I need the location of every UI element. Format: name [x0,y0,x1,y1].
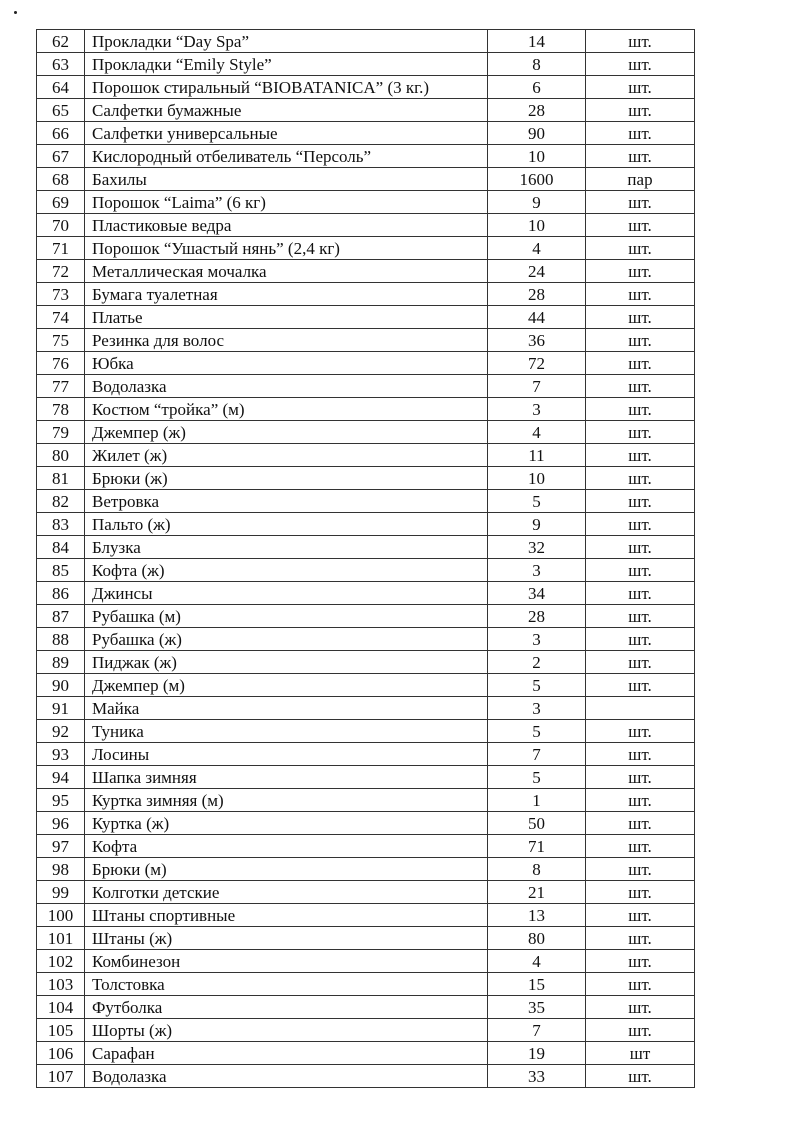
item-name-cell: Кислородный отбеливатель “Персоль” [85,145,488,168]
item-name-cell: Порошок стиральный “BIOBATANICA” (3 кг.) [85,76,488,99]
inventory-table [36,29,695,1088]
quantity-cell: 44 [488,306,586,329]
item-name-cell: Толстовка [85,973,488,996]
item-name-cell: Шапка зимняя [85,766,488,789]
unit-cell: шт. [586,858,695,881]
table-row [37,743,695,766]
row-number-cell: 62 [37,30,85,53]
row-number-cell: 95 [37,789,85,812]
row-number-cell: 96 [37,812,85,835]
table-row [37,789,695,812]
row-number-cell: 70 [37,214,85,237]
item-name-cell: Куртка (ж) [85,812,488,835]
quantity-cell: 3 [488,628,586,651]
quantity-cell: 28 [488,283,586,306]
unit-cell [586,697,695,720]
unit-cell: шт. [586,651,695,674]
table-row [37,490,695,513]
item-name-cell: Бумага туалетная [85,283,488,306]
table-row [37,260,695,283]
unit-cell: шт. [586,214,695,237]
item-name-cell: Пластиковые ведра [85,214,488,237]
row-number-cell: 85 [37,559,85,582]
row-number-cell: 76 [37,352,85,375]
unit-cell: шт. [586,812,695,835]
table-row [37,306,695,329]
unit-cell: шт. [586,375,695,398]
unit-cell: шт. [586,76,695,99]
table-row [37,99,695,122]
table-row [37,835,695,858]
row-number-cell: 90 [37,674,85,697]
quantity-cell: 3 [488,697,586,720]
row-number-cell: 97 [37,835,85,858]
item-name-cell: Рубашка (м) [85,605,488,628]
item-name-cell: Салфетки бумажные [85,99,488,122]
row-number-cell: 75 [37,329,85,352]
table-row [37,421,695,444]
row-number-cell: 65 [37,99,85,122]
row-number-cell: 68 [37,168,85,191]
table-row [37,536,695,559]
table-row [37,444,695,467]
table-row [37,467,695,490]
row-number-cell: 78 [37,398,85,421]
unit-cell: шт. [586,30,695,53]
unit-cell: шт. [586,605,695,628]
quantity-cell: 2 [488,651,586,674]
table-row [37,858,695,881]
unit-cell: шт. [586,996,695,1019]
unit-cell: шт. [586,766,695,789]
row-number-cell: 101 [37,927,85,950]
table-row [37,168,695,191]
item-name-cell: Брюки (м) [85,858,488,881]
row-number-cell: 63 [37,53,85,76]
row-number-cell: 100 [37,904,85,927]
row-number-cell: 99 [37,881,85,904]
quantity-cell: 90 [488,122,586,145]
row-number-cell: 80 [37,444,85,467]
quantity-cell: 13 [488,904,586,927]
unit-cell: шт. [586,720,695,743]
item-name-cell: Джинсы [85,582,488,605]
item-name-cell: Шорты (ж) [85,1019,488,1042]
item-name-cell: Ветровка [85,490,488,513]
unit-cell: шт. [586,513,695,536]
quantity-cell: 11 [488,444,586,467]
unit-cell: шт. [586,145,695,168]
item-name-cell: Туника [85,720,488,743]
quantity-cell: 72 [488,352,586,375]
quantity-cell: 36 [488,329,586,352]
item-name-cell: Футболка [85,996,488,1019]
item-name-cell: Резинка для волос [85,329,488,352]
table-row [37,766,695,789]
table-row [37,214,695,237]
row-number-cell: 79 [37,421,85,444]
row-number-cell: 91 [37,697,85,720]
table-row [37,398,695,421]
table-row [37,697,695,720]
quantity-cell: 8 [488,53,586,76]
table-row [37,329,695,352]
unit-cell: шт. [586,789,695,812]
unit-cell: шт. [586,1019,695,1042]
item-name-cell: Кофта (ж) [85,559,488,582]
table-row [37,996,695,1019]
quantity-cell: 21 [488,881,586,904]
unit-cell: шт. [586,674,695,697]
row-number-cell: 105 [37,1019,85,1042]
item-name-cell: Лосины [85,743,488,766]
row-number-cell: 64 [37,76,85,99]
unit-cell: шт. [586,53,695,76]
quantity-cell: 19 [488,1042,586,1065]
row-number-cell: 103 [37,973,85,996]
unit-cell: шт. [586,881,695,904]
quantity-cell: 10 [488,214,586,237]
item-name-cell: Рубашка (ж) [85,628,488,651]
unit-cell: шт. [586,99,695,122]
unit-cell: шт. [586,283,695,306]
table-row [37,191,695,214]
table-row [37,605,695,628]
quantity-cell: 7 [488,743,586,766]
unit-cell: шт. [586,582,695,605]
item-name-cell: Платье [85,306,488,329]
item-name-cell: Колготки детские [85,881,488,904]
item-name-cell: Металлическая мочалка [85,260,488,283]
item-name-cell: Блузка [85,536,488,559]
quantity-cell: 4 [488,950,586,973]
quantity-cell: 7 [488,1019,586,1042]
unit-cell: шт. [586,1065,695,1088]
quantity-cell: 6 [488,76,586,99]
unit-cell: шт. [586,122,695,145]
row-number-cell: 77 [37,375,85,398]
unit-cell: шт. [586,306,695,329]
row-number-cell: 93 [37,743,85,766]
item-name-cell: Юбка [85,352,488,375]
unit-cell: шт. [586,398,695,421]
quantity-cell: 8 [488,858,586,881]
row-number-cell: 66 [37,122,85,145]
quantity-cell: 5 [488,490,586,513]
unit-cell: шт. [586,352,695,375]
table-row [37,375,695,398]
quantity-cell: 1 [488,789,586,812]
quantity-cell: 4 [488,421,586,444]
table-row [37,237,695,260]
row-number-cell: 82 [37,490,85,513]
item-name-cell: Куртка зимняя (м) [85,789,488,812]
table-row [37,720,695,743]
table-row [37,1042,695,1065]
row-number-cell: 73 [37,283,85,306]
table-row [37,122,695,145]
row-number-cell: 72 [37,260,85,283]
unit-cell: пар [586,168,695,191]
row-number-cell: 86 [37,582,85,605]
quantity-cell: 10 [488,145,586,168]
unit-cell: шт. [586,628,695,651]
table-row [37,973,695,996]
row-number-cell: 69 [37,191,85,214]
item-name-cell: Комбинезон [85,950,488,973]
table-row [37,559,695,582]
quantity-cell: 3 [488,398,586,421]
item-name-cell: Прокладки “Day Spa” [85,30,488,53]
unit-cell: шт. [586,904,695,927]
row-number-cell: 104 [37,996,85,1019]
unit-cell: шт. [586,743,695,766]
unit-cell: шт. [586,536,695,559]
quantity-cell: 5 [488,674,586,697]
unit-cell: шт. [586,191,695,214]
row-number-cell: 84 [37,536,85,559]
row-number-cell: 94 [37,766,85,789]
item-name-cell: Пиджак (ж) [85,651,488,674]
quantity-cell: 32 [488,536,586,559]
quantity-cell: 24 [488,260,586,283]
quantity-cell: 7 [488,375,586,398]
quantity-cell: 35 [488,996,586,1019]
table-row [37,628,695,651]
inventory-table-body [37,30,695,1088]
item-name-cell: Порошок “Ушастый нянь” (2,4 кг) [85,237,488,260]
quantity-cell: 1600 [488,168,586,191]
table-row [37,950,695,973]
row-number-cell: 89 [37,651,85,674]
quantity-cell: 9 [488,191,586,214]
item-name-cell: Водолазка [85,375,488,398]
unit-cell: шт [586,1042,695,1065]
unit-cell: шт. [586,973,695,996]
item-name-cell: Прокладки “Emily Style” [85,53,488,76]
quantity-cell: 10 [488,467,586,490]
table-row [37,145,695,168]
unit-cell: шт. [586,421,695,444]
row-number-cell: 87 [37,605,85,628]
table-row [37,283,695,306]
item-name-cell: Пальто (ж) [85,513,488,536]
unit-cell: шт. [586,444,695,467]
quantity-cell: 3 [488,559,586,582]
quantity-cell: 28 [488,99,586,122]
quantity-cell: 14 [488,30,586,53]
item-name-cell: Сарафан [85,1042,488,1065]
quantity-cell: 5 [488,720,586,743]
row-number-cell: 106 [37,1042,85,1065]
unit-cell: шт. [586,467,695,490]
unit-cell: шт. [586,950,695,973]
row-number-cell: 102 [37,950,85,973]
table-row [37,1065,695,1088]
item-name-cell: Кофта [85,835,488,858]
unit-cell: шт. [586,237,695,260]
unit-cell: шт. [586,490,695,513]
row-number-cell: 98 [37,858,85,881]
item-name-cell: Салфетки универсальные [85,122,488,145]
table-row [37,30,695,53]
quantity-cell: 15 [488,973,586,996]
quantity-cell: 33 [488,1065,586,1088]
unit-cell: шт. [586,260,695,283]
unit-cell: шт. [586,559,695,582]
quantity-cell: 50 [488,812,586,835]
row-number-cell: 74 [37,306,85,329]
item-name-cell: Штаны (ж) [85,927,488,950]
unit-cell: шт. [586,927,695,950]
row-number-cell: 88 [37,628,85,651]
item-name-cell: Майка [85,697,488,720]
item-name-cell: Бахилы [85,168,488,191]
scan-speck [14,11,17,14]
unit-cell: шт. [586,329,695,352]
table-row [37,881,695,904]
row-number-cell: 71 [37,237,85,260]
row-number-cell: 107 [37,1065,85,1088]
table-row [37,904,695,927]
item-name-cell: Штаны спортивные [85,904,488,927]
quantity-cell: 34 [488,582,586,605]
table-row [37,812,695,835]
item-name-cell: Водолазка [85,1065,488,1088]
unit-cell: шт. [586,835,695,858]
table-row [37,651,695,674]
quantity-cell: 9 [488,513,586,536]
row-number-cell: 81 [37,467,85,490]
row-number-cell: 83 [37,513,85,536]
quantity-cell: 28 [488,605,586,628]
table-row [37,513,695,536]
table-row [37,674,695,697]
quantity-cell: 71 [488,835,586,858]
row-number-cell: 92 [37,720,85,743]
table-row [37,352,695,375]
table-row [37,53,695,76]
item-name-cell: Жилет (ж) [85,444,488,467]
table-row [37,1019,695,1042]
quantity-cell: 80 [488,927,586,950]
table-row [37,76,695,99]
item-name-cell: Джемпер (ж) [85,421,488,444]
item-name-cell: Джемпер (м) [85,674,488,697]
table-row [37,582,695,605]
item-name-cell: Костюм “тройка” (м) [85,398,488,421]
table-row [37,927,695,950]
quantity-cell: 4 [488,237,586,260]
item-name-cell: Брюки (ж) [85,467,488,490]
row-number-cell: 67 [37,145,85,168]
quantity-cell: 5 [488,766,586,789]
item-name-cell: Порошок “Laima” (6 кг) [85,191,488,214]
